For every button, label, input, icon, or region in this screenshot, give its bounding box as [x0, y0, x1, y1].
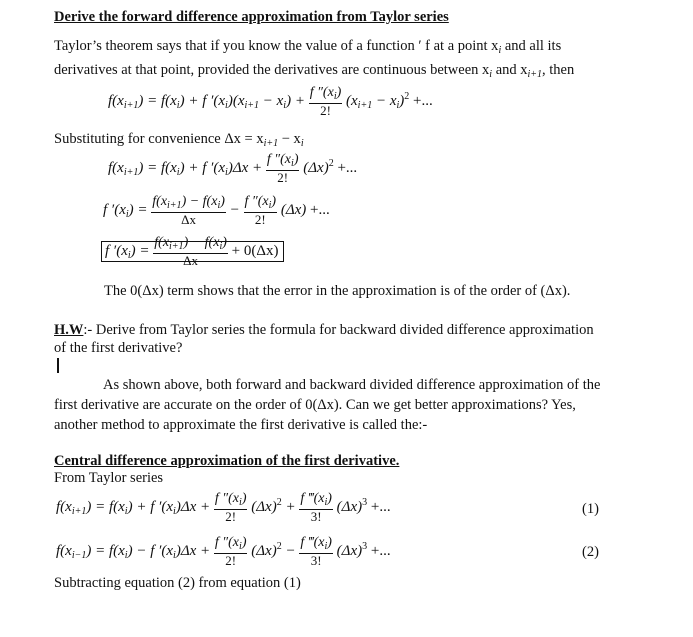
- section-title-central-difference: Central difference approximation of the first derivative.: [54, 453, 400, 469]
- paragraph2-line-2: first derivative are accurate on the order of 0(Δx). Can we get better approximations? Yes,: [54, 397, 576, 413]
- equation-number-1: (1): [582, 501, 599, 517]
- derivative-rearranged-equation: f $'(x_i)$ = $\frac{f(x_{i+1}) - f(x_i)}{\Delta x}$ − $\frac{f ''(x_i)}{2!}$ (Δx) +...: [103, 194, 330, 227]
- substituting-text: Substituting for convenience Δx = x: [54, 131, 264, 147]
- intro-text-e: , then: [542, 62, 575, 78]
- section-title-forward-difference: Derive the forward difference approximation from Taylor series: [54, 9, 449, 25]
- subtracting-line: Subtracting equation (2) from equation (1): [54, 575, 301, 591]
- intro-line-1: Taylor’s theorem says that if you know the value of a function ′ f at a point $x_i$ and all its: [54, 38, 562, 56]
- boxed-forward-difference-formula: f $'(x_i)$ = $\frac{f(x_{i+1}) - f(x_i)}{\Delta x}$ + 0(Δx): [101, 236, 284, 267]
- text-cursor: [57, 358, 59, 373]
- homework-text-1: :- Derive from Taylor series the formula for backward divided difference approximation: [83, 322, 594, 338]
- intro-text-a: Taylor’s theorem says that if you know the value of a function ′ f at a point x: [54, 38, 499, 54]
- central-equation-2: $f(x_{i-1}) = f(x_i) - f$ $'(x_i)\Delta x$ + $\frac{f ''(x_i)}{2!}$ $(\Delta x)^2$ − $\frac{f ‴(x_i)}{3!}$ $(\Delta x)^3$ +...: [56, 535, 391, 568]
- substituting-line: Substituting for convenience $\Delta x = x_{i+1} - x_i$: [54, 131, 304, 149]
- error-order-note: The 0(Δx) term shows that the error in the approximation is of the order of (Δx).: [104, 283, 571, 299]
- taylor-expansion-equation: $f(x_{i+1}) = f(x_i) + f$ $'(x_i)(x_{i+1} - x_i)$ + $\frac{f ''(x_i)}{2!}$ $(x_{i+1} - x_i)^2$ +...: [108, 85, 433, 118]
- paragraph2-line-3: another method to approximate the first derivative is called the:-: [54, 417, 428, 433]
- paragraph2-line-1: As shown above, both forward and backward divided difference approximation of the: [103, 377, 601, 393]
- intro-text-d: and x: [492, 62, 528, 78]
- homework-line-2: of the first derivative?: [54, 340, 183, 356]
- taylor-delta-equation: $f(x_{i+1}) = f(x_i) + f$ $'(x_i)\Delta x$ + $\frac{f ''(x_i)}{2!}$ $(\Delta x)^2$ +...: [108, 152, 358, 185]
- intro-text-c: derivatives at that point, provided the derivatives are continuous between x: [54, 62, 490, 78]
- central-equation-1: $f(x_{i+1}) = f(x_i) + f$ $'(x_i)\Delta x$ + $\frac{f ''(x_i)}{2!}$ $(\Delta x)^2$ + $\frac{f ‴(x_i)}{3!}$ $(\Delta x)^3$ +...: [56, 491, 391, 524]
- from-taylor-series: From Taylor series: [54, 470, 164, 486]
- homework-label: H.W: [54, 322, 84, 338]
- equation-number-2: (2): [582, 544, 599, 560]
- intro-line-2: derivatives at that point, provided the derivatives are continuous between $x_i$ and $x_{i+1}$, then: [54, 62, 575, 80]
- intro-text-b: and all its: [501, 38, 562, 54]
